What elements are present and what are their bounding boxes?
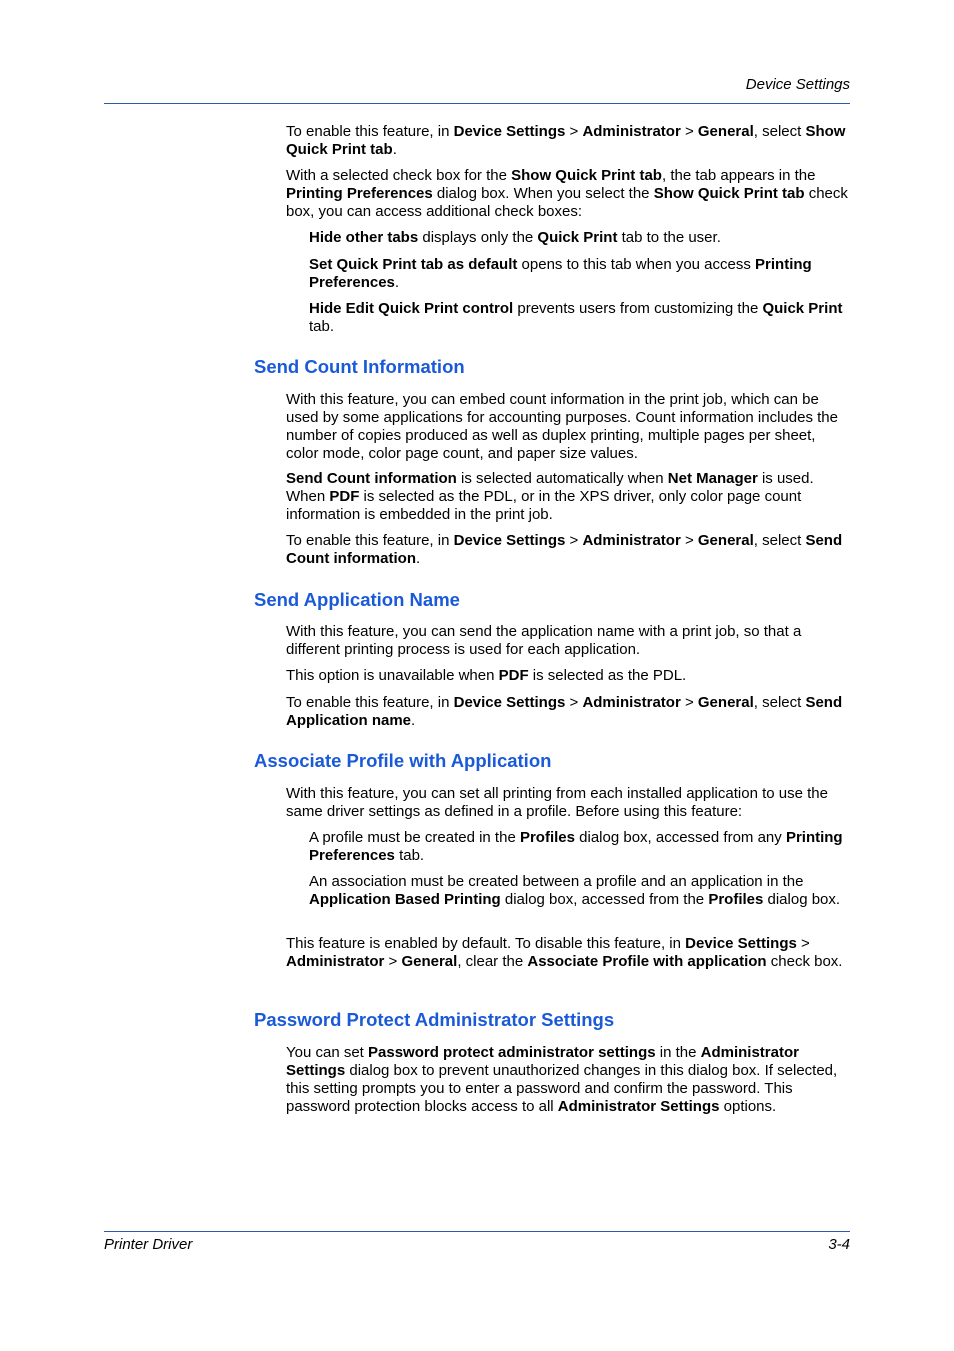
text-run: dialog box to prevent unauthorized changes in this dialog box. If selected, this setting prompts you to enter a password and confirm the password. This password protection blocks access to all xyxy=(286,1062,838,1115)
bold-term: PDF xyxy=(498,667,529,684)
bold-term: Printing Preferences xyxy=(309,256,812,291)
text-run: To enable this feature, in xyxy=(286,694,454,711)
bold-term: Send Application name xyxy=(286,694,843,729)
bold-term: Device Settings xyxy=(453,694,566,711)
list-item xyxy=(309,256,850,292)
section-heading: Associate Profile with Application xyxy=(254,750,552,771)
paragraph xyxy=(286,532,852,568)
bold-term: Send Count information xyxy=(286,470,457,487)
bold-term: Set Quick Print tab as default xyxy=(309,256,518,273)
text-run: You can set xyxy=(286,1044,369,1061)
bold-term: Quick Print xyxy=(537,229,618,246)
text-run: tab to the user. xyxy=(617,229,721,246)
text-run: > xyxy=(565,532,583,549)
bold-term: General xyxy=(697,694,754,711)
paragraph xyxy=(286,391,852,463)
text-run: This option is unavailable when xyxy=(286,667,499,684)
text-run: > xyxy=(565,123,583,140)
paragraph xyxy=(286,785,852,821)
page-header-title: Device Settings xyxy=(745,76,850,93)
section-heading: Password Protect Administrator Settings xyxy=(254,1009,615,1030)
bold-term: Administrator Settings xyxy=(557,1098,720,1115)
text-run: opens to this tab when you access xyxy=(517,256,756,273)
header-rule xyxy=(104,103,850,104)
bold-term: Administrator Settings xyxy=(286,1044,799,1079)
bold-term: Associate Profile with application xyxy=(527,953,767,970)
text-run: > xyxy=(384,953,402,970)
text-run: , select xyxy=(753,123,806,140)
text-run: To enable this feature, in xyxy=(286,123,454,140)
text-run: tab. xyxy=(394,847,425,864)
text-run: is selected automatically when xyxy=(456,470,668,487)
text-run: is selected as the PDL, or in the XPS driver, only color page count information is embedded in the print job. xyxy=(286,488,802,523)
bold-term: Printing Preferences xyxy=(309,829,843,864)
text-run: An association must be created between a profile and an application in the xyxy=(309,873,804,890)
text-run: A profile must be created in the xyxy=(309,829,520,846)
text-run: prevents users from customizing the xyxy=(513,300,763,317)
text-run: . xyxy=(415,550,421,567)
text-run: is used. When xyxy=(286,470,814,505)
text-run: > xyxy=(565,694,583,711)
text-run: displays only the xyxy=(418,229,538,246)
paragraph xyxy=(286,935,852,971)
list-item xyxy=(309,300,850,336)
bold-term: PDF xyxy=(329,488,360,505)
bold-term: General xyxy=(697,532,754,549)
text-run: dialog box, accessed from any xyxy=(574,829,786,846)
bold-term: Printing Preferences xyxy=(286,185,433,202)
bold-term: Password protect administrator settings xyxy=(368,1044,656,1061)
text-run: , select xyxy=(753,532,806,549)
page-number: 3-4 xyxy=(828,1236,850,1253)
text-run: > xyxy=(680,694,698,711)
text-run: With this feature, you can embed count information in the print job, which can be used by some applications for accounting purposes. Count information includes the number of copies produced as well as duplex printing, multiple pages per sheet, color mode, color page count, and paper size values. xyxy=(286,391,838,462)
section-heading: Send Count Information xyxy=(254,356,465,377)
text-run: check box. xyxy=(766,953,843,970)
bold-term: Send Count information xyxy=(286,532,843,567)
text-run: options. xyxy=(719,1098,777,1115)
paragraph xyxy=(286,667,852,685)
bold-term: Net Manager xyxy=(667,470,758,487)
text-run: dialog box, accessed from the xyxy=(500,891,709,908)
section-heading: Send Application Name xyxy=(254,589,460,610)
text-run: > xyxy=(796,935,810,952)
paragraph xyxy=(286,167,852,221)
paragraph xyxy=(286,623,852,659)
bold-term: Administrator xyxy=(582,532,681,549)
bold-term: Hide Edit Quick Print control xyxy=(309,300,514,317)
bold-term: Administrator xyxy=(286,953,385,970)
text-run: This feature is enabled by default. To disable this feature, in xyxy=(286,935,686,952)
text-run: , clear the xyxy=(457,953,528,970)
text-run: With a selected check box for the xyxy=(286,167,512,184)
bold-term: Administrator xyxy=(582,123,681,140)
paragraph xyxy=(286,123,852,159)
bold-term: General xyxy=(697,123,754,140)
bold-term: Administrator xyxy=(582,694,681,711)
text-run: With this feature, you can send the application name with a print job, so that a different printing process is used for each application. xyxy=(286,623,802,658)
footer-rule xyxy=(104,1231,850,1232)
text-run: is selected as the PDL. xyxy=(528,667,687,684)
bold-term: Show Quick Print tab xyxy=(511,167,662,184)
list-item xyxy=(309,829,850,865)
bold-term: General xyxy=(401,953,458,970)
text-run: With this feature, you can set all printing from each installed application to use the same driver settings as defined in a profile. Before using this feature: xyxy=(286,785,828,820)
list-item xyxy=(309,229,850,247)
text-run: tab. xyxy=(309,318,335,335)
paragraph xyxy=(286,694,852,730)
bold-term: Show Quick Print tab xyxy=(653,185,805,202)
list-item xyxy=(309,873,850,909)
bold-term: Quick Print xyxy=(762,300,843,317)
text-run: in the xyxy=(655,1044,701,1061)
bold-term: Device Settings xyxy=(453,123,566,140)
bold-term: Device Settings xyxy=(685,935,797,952)
text-run: dialog box. When you select the xyxy=(432,185,654,202)
bold-term: Hide other tabs xyxy=(309,229,419,246)
bold-term: Application Based Printing xyxy=(309,891,501,908)
bold-term: Profiles xyxy=(708,891,764,908)
text-run: check box, you can access additional check boxes: xyxy=(286,185,848,220)
text-run: . xyxy=(411,712,416,729)
bold-term: Show Quick Print tab xyxy=(286,123,846,158)
bold-term: Device Settings xyxy=(453,532,566,549)
text-run: , the tab appears in the xyxy=(661,167,816,184)
text-run: To enable this feature, in xyxy=(286,532,454,549)
text-run: . xyxy=(394,274,400,291)
text-run: > xyxy=(680,123,698,140)
paragraph xyxy=(286,1044,852,1116)
text-run: . xyxy=(392,141,397,158)
footer-left-label: Printer Driver xyxy=(104,1236,193,1253)
paragraph xyxy=(286,470,852,524)
text-run: , select xyxy=(753,694,806,711)
bold-term: Profiles xyxy=(519,829,575,846)
text-run: > xyxy=(680,532,698,549)
text-run: dialog box. xyxy=(763,891,841,908)
